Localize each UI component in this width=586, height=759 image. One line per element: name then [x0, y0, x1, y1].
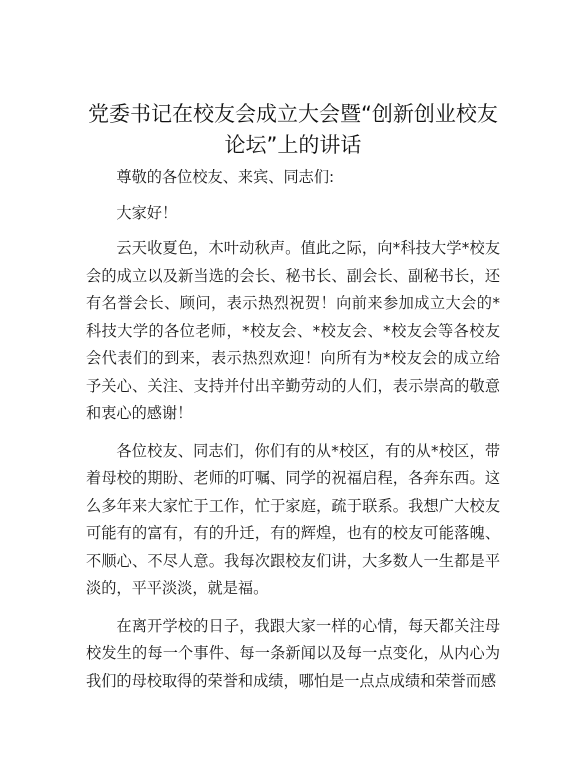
salutation: 尊敬的各位校友、来宾、同志们: — [116, 168, 335, 186]
document-body — [86, 164, 500, 705]
paragraph: 云天收夏色，木叶动秋声。值此之际，向*科技大学*校友会的成立以及新当选的会长、秘书长、副会长、副秘书长，还有名誉会长、顾问，表示热烈祝贺！向前来参加成立大会的*科技大学的各位老师，*校友会、*校友会、*校友会等各校友会代表们的到来，表示热烈欢迎！向所有为*校友会的成立给予关心、关注、支持并付出辛勤劳动的人们，表示崇高的敬意和衷心的感谢！ — [86, 239, 500, 422]
paragraph: 在离开学校的日子，我跟大家一样的心情，每天都关注母校发生的每一个事件、每一条新闻以及每一点变化，从内心为我们的母校取得的荣誉和成绩，哪怕是一点点成绩和荣誉而感 — [86, 616, 500, 690]
paragraph: 各位校友、同志们，你们有的从*校区，有的从*校区，带着母校的期盼、老师的叮嘱、同学的祝福启程，各奔东西。这么多年来大家忙于工作，忙于家庭，疏于联系。我想广大校友可能有的富有，有的升迁，有的辉煌，也有的校友可能落魄、不顺心、不尽人意。我每次跟校友们讲，大多数人一生都是平淡的，平平淡淡，就是福。 — [86, 441, 500, 597]
greeting: 大家好！ — [116, 203, 178, 222]
document-title: 党委书记在校友会成立大会暨“创新创业校友论坛”上的讲话 — [88, 102, 498, 157]
